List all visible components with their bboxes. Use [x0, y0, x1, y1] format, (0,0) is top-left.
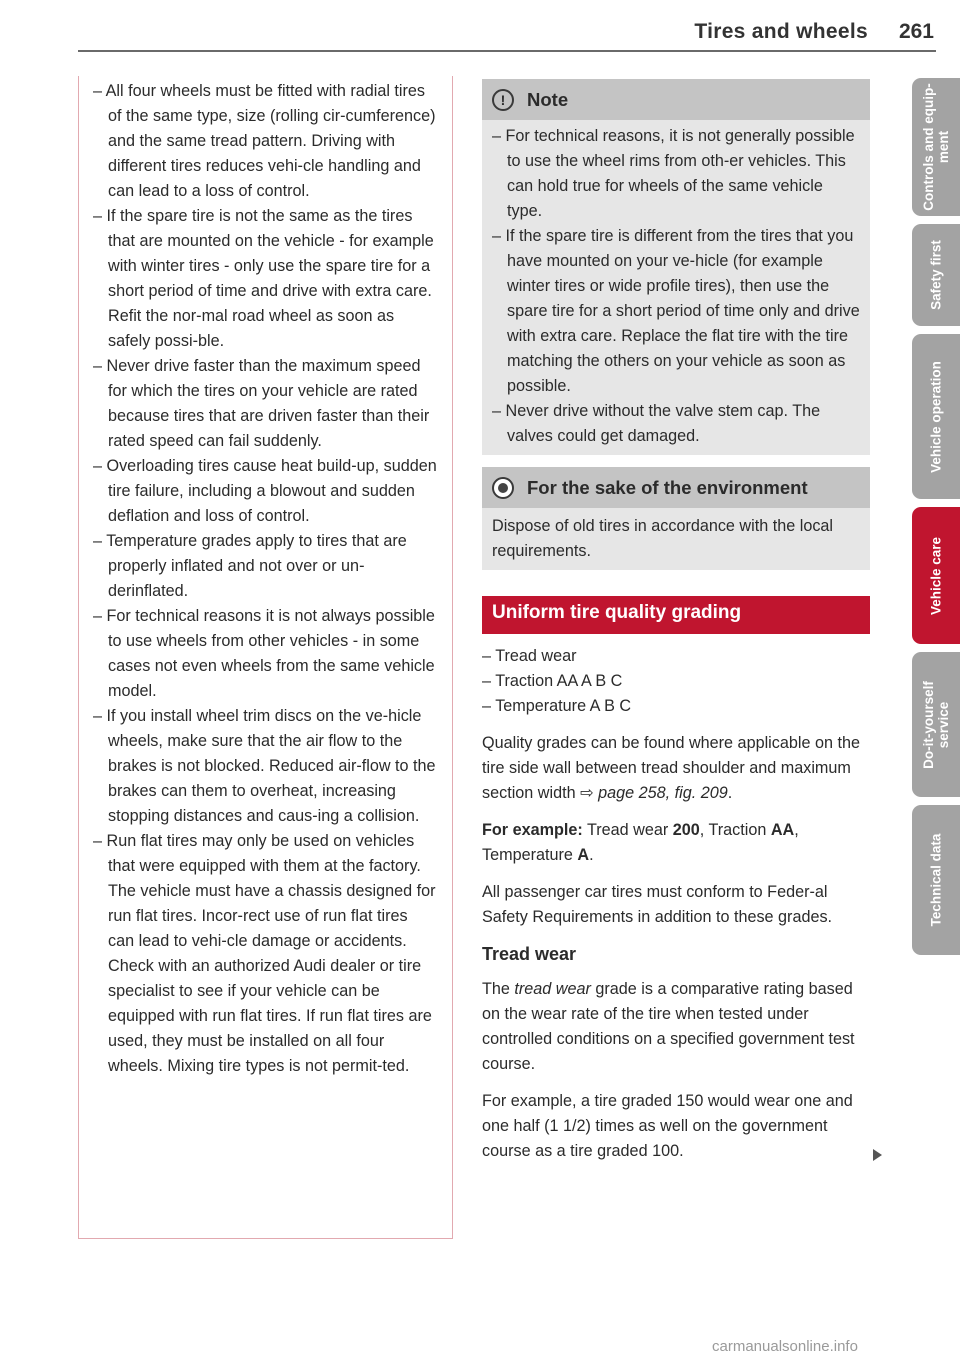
continue-arrow-icon: [873, 1149, 882, 1161]
tread-wear-example-paragraph: For example, a tire graded 150 would wear one and one half (1 1/2) times as well on the government course as a tire graded 100.: [482, 1089, 870, 1164]
warning-bullet: – Overloading tires cause heat build-up, sudden tire failure, including a blowout and sudden deflation and loss of control.: [93, 457, 437, 525]
tab-vehicle-care[interactable]: Vehicle care: [912, 507, 960, 644]
tab-controls-and-equipment[interactable]: Controls and equip- ment: [912, 78, 960, 216]
environment-title: For the sake of the environment: [527, 476, 808, 498]
warning-bullet: – For technical reasons it is not always possible to use wheels from other vehicles - in some cases not even wheels from the same vehicle model.: [93, 607, 435, 700]
warning-bullet: – If you install wheel trim discs on the ve-hicle wheels, make sure that the air flow to the brakes is not blocked. Reduced air-flow to the brakes can them to overheat, increasing stopping distances and caus-ing a collision.: [93, 707, 436, 825]
environment-icon: [492, 477, 514, 499]
header-title: Tires and wheels: [694, 20, 868, 43]
warning-bullet: – All four wheels must be fitted with radial tires of the same type, size (rolling cir-cumference) and the same tread pattern. Driving with different tires reduces vehi-cle handling and can lead to a loss of control.: [93, 82, 436, 200]
watermark: carmanualsonline.info: [712, 1338, 858, 1355]
note-bullet: – If the spare tire is different from the tires that you have mounted on your ve-hicle (for example winter tires or wide profile tires), then use the spare tire for a short period of time only and drive with extra care. Replace the flat tire with the tire matching the others on your vehicle as soon as possible.: [492, 227, 860, 395]
tab-vehicle-operation[interactable]: Vehicle operation: [912, 334, 960, 499]
note-bullet: – For technical reasons, it is not generally possible to use the wheel rims from oth-er vehicles. This can hold true for wheels of the same vehicle type.: [492, 127, 855, 220]
warning-bullet: – Run flat tires may only be used on vehicles that were equipped with them at the factory. The vehicle must have a chassis designed for run flat tires. Incor-rect use of run flat tires can lead to vehi-cle damage or accidents. Check with an authorized Audi dealer or tire specialist to see if your vehicle can be equipped with run flat tires. If run flat tires are used, they must be installed on all four wheels. Mixing tire types is not permit-ted.: [93, 832, 436, 1075]
grading-list: [482, 644, 870, 719]
list-item: – Temperature A B C: [482, 697, 632, 715]
environment-header: [482, 467, 870, 508]
section-title: Uniform tire quality grading: [482, 596, 870, 634]
warning-box: [78, 76, 453, 1239]
warning-bullet: – Temperature grades apply to tires that are properly inflated and not over or un-derinflated.: [93, 532, 407, 600]
page-reference-link[interactable]: ⇨ page 258, fig. 209: [580, 784, 728, 802]
tab-safety-first[interactable]: Safety first: [912, 224, 960, 326]
warning-bullet: – Never drive faster than the maximum speed for which the tires on your vehicle are rated because tires that are driven faster than their rated speed can fail suddenly.: [93, 357, 430, 450]
tread-wear-paragraph: The tread wear grade is a comparative rating based on the wear rate of the tire when tested under controlled conditions on a specified government test course.: [482, 980, 855, 1073]
chapter-tabs: [912, 78, 960, 963]
example-paragraph: For example: Tread wear 200, Traction AA, Temperature A.: [482, 821, 799, 864]
note-body: [482, 120, 870, 455]
quality-grades-paragraph: Quality grades can be found where applicable on the tire side wall between tread shoulder and maximum section width ⇨ page 258, fig. 209.: [482, 734, 860, 802]
note-title: Note: [527, 88, 569, 110]
warning-bullet: – If the spare tire is not the same as the tires that are mounted on the vehicle - for example with winter tires - only use the spare tire for a short period of time and drive with extra care. Refit the nor-mal road wheel as soon as safely possi-ble.: [93, 207, 434, 350]
tread-wear-heading: Tread wear: [482, 944, 577, 964]
federal-requirements-paragraph: All passenger car tires must conform to Feder-al Safety Requirements in addition to these grades.: [482, 883, 833, 926]
header-rule: [78, 50, 936, 52]
right-column: [482, 79, 870, 1164]
note-header: [482, 79, 870, 120]
list-item: – Tread wear: [482, 647, 577, 665]
tab-technical-data[interactable]: Technical data: [912, 805, 960, 955]
page-number: 261: [898, 20, 934, 43]
exclamation-icon: !: [492, 89, 514, 111]
note-bullet: – Never drive without the valve stem cap. The valves could get damaged.: [492, 402, 821, 445]
list-item: – Traction AA A B C: [482, 672, 623, 690]
tab-do-it-yourself-service[interactable]: Do-it-yourself service: [912, 652, 960, 797]
environment-text: Dispose of old tires in accordance with the local requirements.: [482, 508, 870, 570]
